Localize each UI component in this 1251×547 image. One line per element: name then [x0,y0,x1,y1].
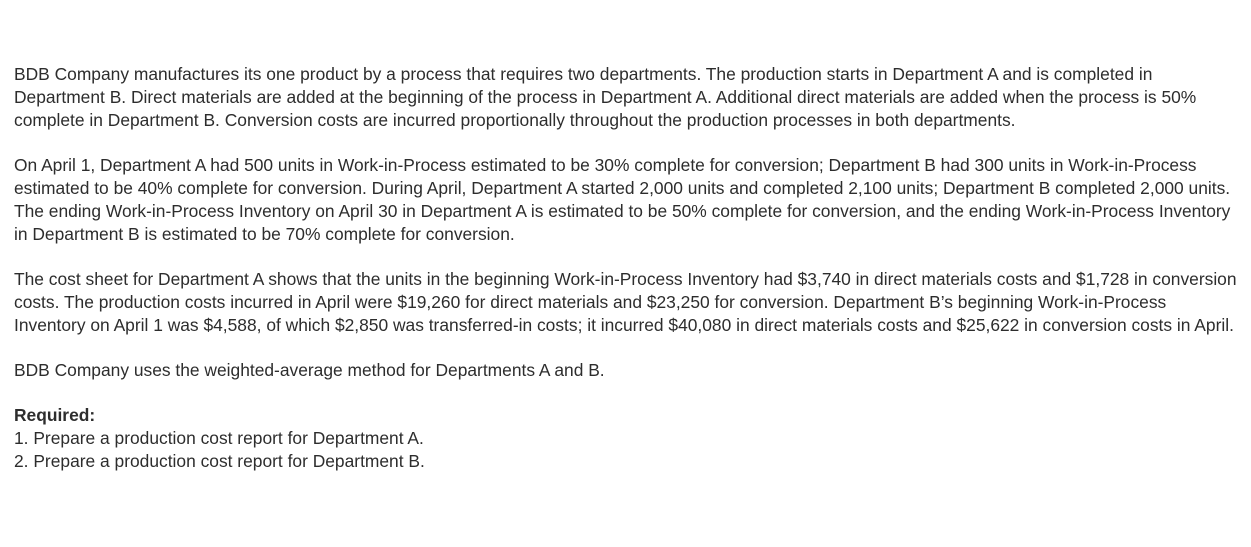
paragraph-costs: The cost sheet for Department A shows that the units in the beginning Work-in-Process Inventory had $3,740 in direct materials costs and $1,728 in conversion costs. The production costs incurred in April were $19,260 for direct materials and $23,250 for conversion. Department B’s beginning Work-in-Process Inventory on April 1 was $4,588, of which $2,850 was transferred-in costs; it incurred $40,080 in direct materials costs and $25,622 in conversion costs in April. [14,269,1237,335]
paragraph-units: On April 1, Department A had 500 units in Work-in-Process estimated to be 30% complete for conversion; Department B had 300 units in Work-in-Process estimated to be 40% complete for conversion. During April, Department A started 2,000 units and completed 2,100 units; Department B completed 2,000 units. The ending Work-in-Process Inventory on April 30 in Department A is estimated to be 50% complete for conversion, and the ending Work-in-Process Inventory in Department B is estimated to be 70% complete for conversion. [14,155,1231,244]
problem-text [14,63,1239,473]
paragraph-intro: BDB Company manufactures its one product by a process that requires two departments. The production starts in Department A and is completed in Department B. Direct materials are added at the beginning of the process in Department A. Additional direct materials are added when the process is 50% complete in Department B. Conversion costs are incurred proportionally throughout the production processes in both departments. [14,64,1197,130]
required-item-2: 2. Prepare a production cost report for Department B. [14,451,425,471]
required-item-1: 1. Prepare a production cost report for Department A. [14,428,424,448]
required-section [14,404,1239,473]
required-heading: Required: [14,405,96,425]
paragraph-method: BDB Company uses the weighted-average method for Departments A and B. [14,360,605,380]
